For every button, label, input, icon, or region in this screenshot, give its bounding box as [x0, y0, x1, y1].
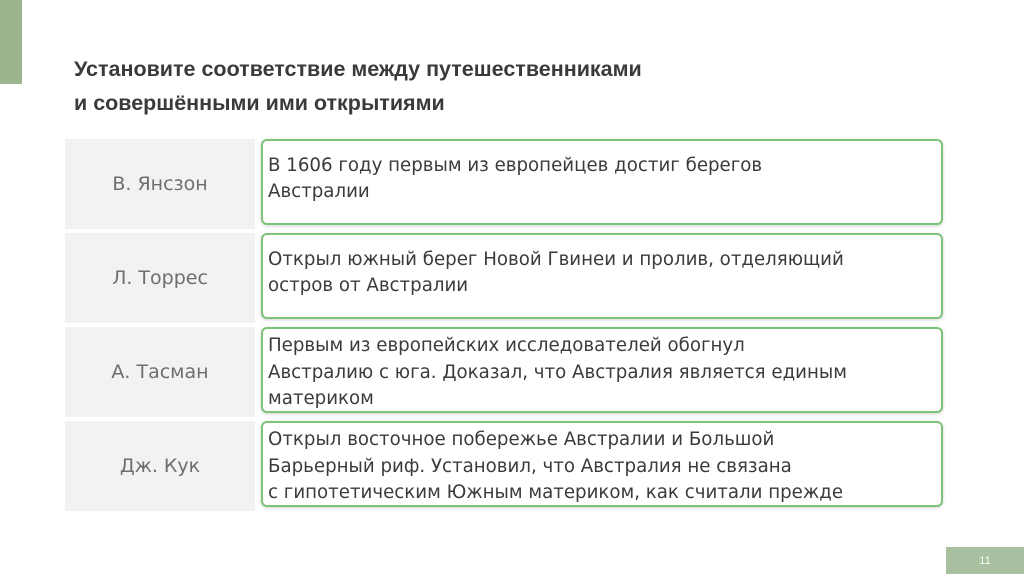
slide-title-line: Установите соответствие между путешественниками — [74, 57, 642, 81]
discovery-line: Австралии — [268, 181, 370, 202]
table-row — [65, 233, 945, 323]
traveler-name: Дж. Кук — [65, 421, 255, 511]
discovery-line: Открыл восточное побережье Австралии и Большой — [268, 429, 775, 450]
discovery-description — [261, 139, 943, 225]
accent-bar — [0, 0, 22, 84]
table-row — [65, 327, 945, 417]
discovery-line: Первым из европейских исследователей обогнул — [268, 335, 745, 356]
table-row — [65, 139, 945, 229]
page-number: 11 — [946, 547, 1024, 574]
discovery-description — [261, 421, 943, 507]
discovery-description — [261, 327, 943, 413]
discovery-line: Открыл южный берег Новой Гвинеи и пролив, отделяющий — [268, 249, 844, 270]
table-row — [65, 421, 945, 511]
slide-title-line: и совершёнными ими открытиями — [74, 91, 445, 115]
discovery-line: остров от Австралии — [268, 275, 469, 296]
discovery-line: с гипотетическим Южным материком, как считали прежде — [268, 482, 844, 503]
matching-table — [65, 139, 945, 511]
traveler-name: В. Янсзон — [65, 139, 255, 229]
traveler-name: Л. Торрес — [65, 233, 255, 323]
traveler-name: А. Тасман — [65, 327, 255, 417]
discovery-line: В 1606 году первым из европейцев достиг берегов — [268, 155, 763, 176]
discovery-line: Барьерный риф. Установил, что Австралия не связана — [268, 455, 792, 477]
discovery-line: материком — [268, 388, 374, 409]
discovery-line: Австралию с юга. Доказал, что Австралия является единым — [268, 361, 847, 383]
discovery-description — [261, 233, 943, 319]
slide-title — [74, 52, 974, 120]
